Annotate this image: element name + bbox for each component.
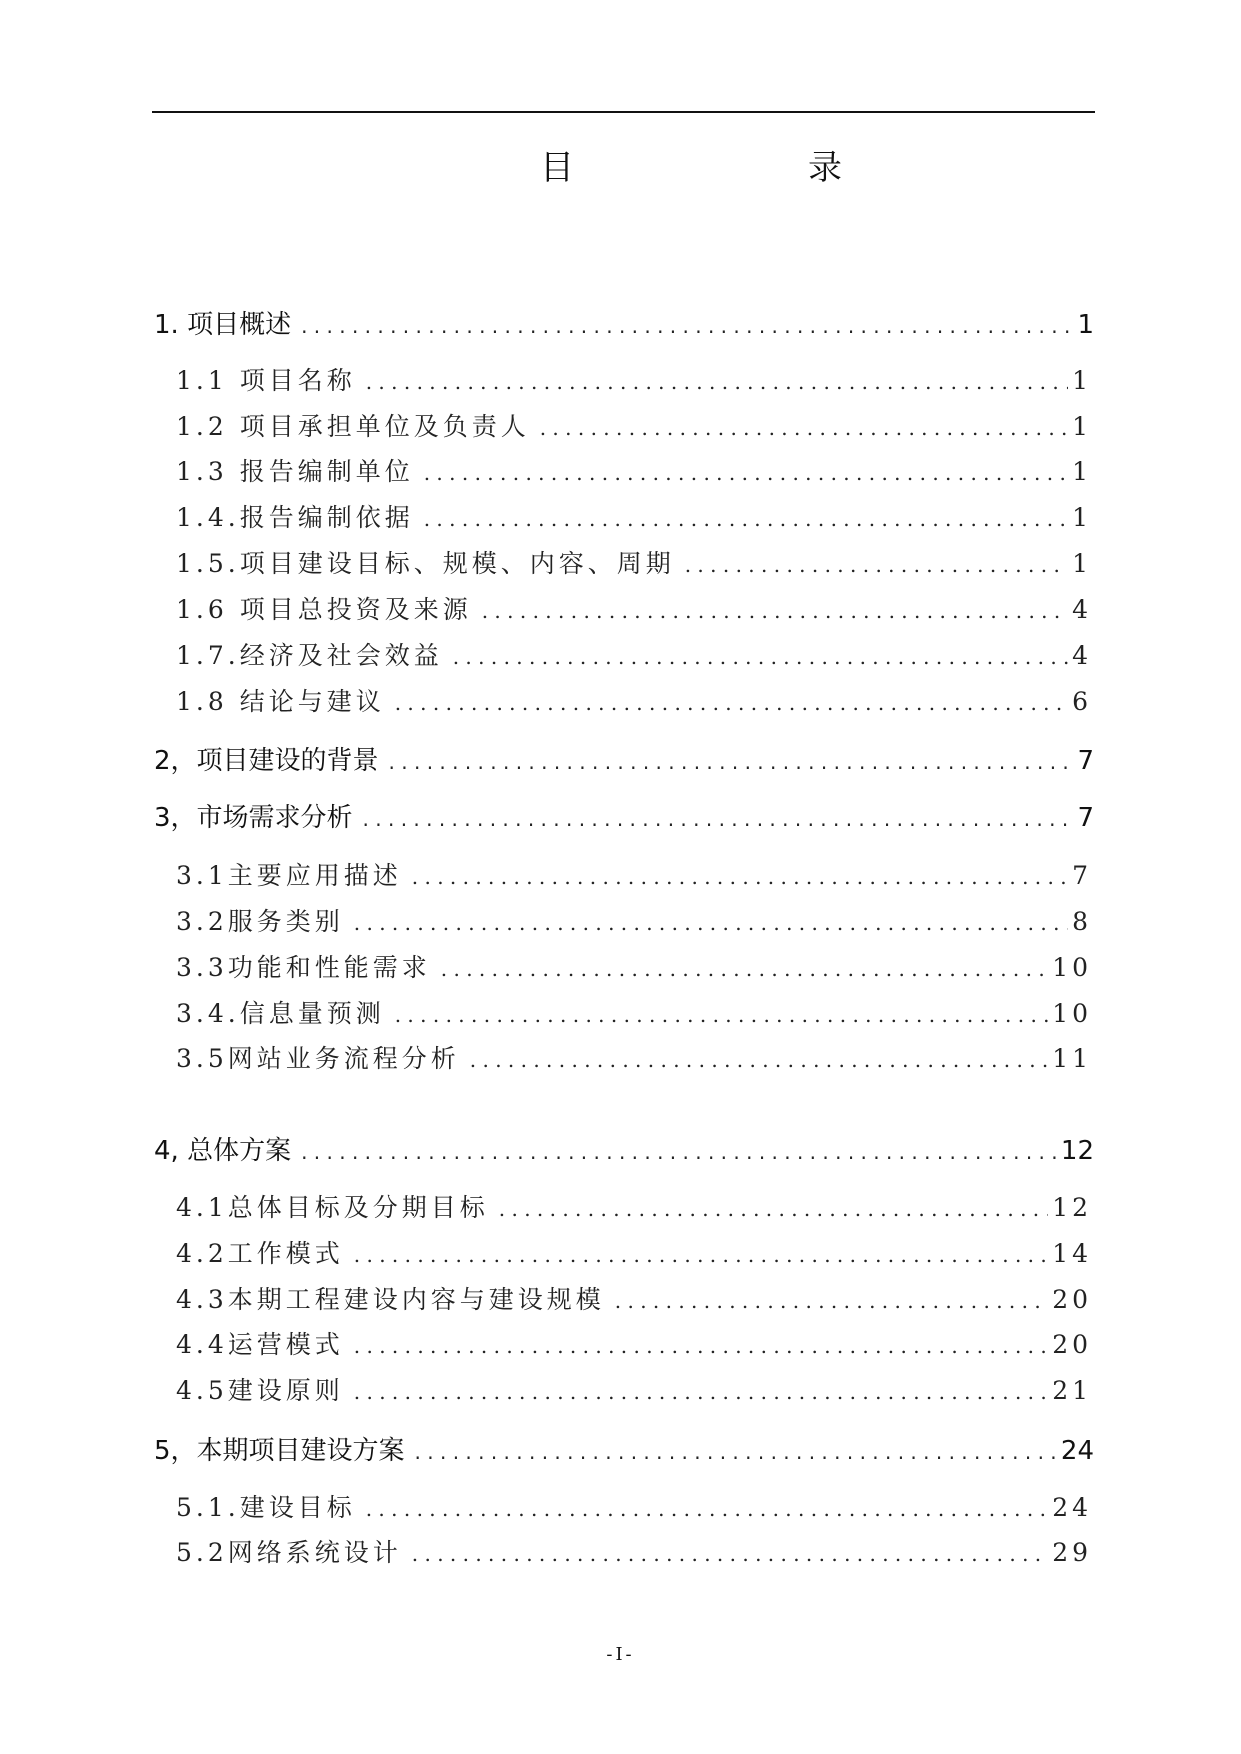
toc-entry-page: 14 (1052, 1239, 1092, 1268)
toc-entry-page: 8 (1072, 907, 1092, 936)
toc-entry[interactable] (176, 498, 1092, 532)
toc-entry[interactable] (176, 1280, 1092, 1314)
toc-entry[interactable] (176, 407, 1092, 441)
toc-entry[interactable] (176, 636, 1092, 670)
toc-entry[interactable] (176, 361, 1092, 395)
toc-entry-page: 21 (1052, 1376, 1092, 1405)
header-rule (152, 111, 1095, 113)
toc-entry-page: 12 (1052, 1193, 1092, 1222)
toc-entry[interactable] (176, 1488, 1092, 1522)
toc-leader-dots (482, 599, 1068, 623)
toc-leader-dots (395, 691, 1068, 715)
toc-entry[interactable] (176, 902, 1092, 936)
toc-entry-page: 12 (1060, 1136, 1094, 1166)
toc-entry-label: 1.7.经济及社会效益 (176, 641, 443, 670)
toc-entry-page: 10 (1052, 999, 1092, 1028)
toc-entry-label: 4.4运营模式 (176, 1330, 344, 1359)
page-title: 目 录 (540, 148, 942, 188)
toc-leader-dots (441, 957, 1048, 981)
toc-entry-label: 3，市场需求分析 (154, 803, 353, 833)
toc-entry-page: 6 (1072, 687, 1092, 716)
toc-entry-page: 7 (1072, 861, 1092, 890)
toc-entry[interactable] (176, 1039, 1092, 1073)
toc-entry[interactable] (176, 1234, 1092, 1268)
toc-leader-dots (540, 416, 1068, 440)
toc-entry[interactable] (154, 740, 1094, 774)
toc-entry-label: 4.3本期工程建设内容与建设规模 (176, 1285, 605, 1314)
toc-entry[interactable] (176, 994, 1092, 1028)
toc-entry-label: 3.5网站业务流程分析 (176, 1044, 460, 1073)
toc-leader-dots (366, 1497, 1048, 1521)
toc-entry-page: 4 (1072, 641, 1092, 670)
toc-leader-dots (395, 1003, 1048, 1027)
toc-entry-page: 29 (1052, 1538, 1092, 1567)
toc-leader-dots (389, 750, 1074, 774)
toc-entry-page: 24 (1060, 1436, 1094, 1466)
toc-entry-page: 1 (1077, 310, 1094, 340)
toc-entry-page: 1 (1072, 366, 1092, 395)
toc-entry-label: 3.4.信息量预测 (176, 999, 385, 1028)
toc-entry-label: 3.1主要应用描述 (176, 861, 402, 890)
toc-entry[interactable] (176, 948, 1092, 982)
toc-entry-label: 1.3 报告编制单位 (176, 457, 414, 486)
toc-entry-page: 24 (1052, 1493, 1092, 1522)
toc-leader-dots (366, 370, 1068, 394)
toc-leader-dots (354, 1380, 1048, 1404)
toc-entry-label: 5.2网络系统设计 (176, 1538, 402, 1567)
toc-leader-dots (470, 1048, 1048, 1072)
toc-leader-dots (363, 807, 1074, 831)
toc-entry-label: 4, 总体方案 (154, 1136, 292, 1166)
toc-leader-dots (354, 911, 1068, 935)
toc-entry-page: 1 (1072, 549, 1092, 578)
toc-entry[interactable] (176, 856, 1092, 890)
toc-entry[interactable] (154, 1130, 1094, 1164)
toc-entry-label: 4.5建设原则 (176, 1376, 344, 1405)
toc-entry-label: 1.1 项目名称 (176, 366, 356, 395)
toc-entry-label: 1.4.报告编制依据 (176, 503, 414, 532)
toc-entry-page: 7 (1077, 746, 1094, 776)
toc-leader-dots (354, 1243, 1048, 1267)
toc-leader-dots (615, 1289, 1048, 1313)
toc-entry[interactable] (176, 1325, 1092, 1359)
toc-leader-dots (301, 1140, 1057, 1164)
toc-leader-dots (499, 1197, 1048, 1221)
toc-entry-label: 1. 项目概述 (154, 310, 292, 340)
toc-entry-page: 7 (1077, 803, 1094, 833)
toc-entry-label: 1.5.项目建设目标、规模、内容、周期 (176, 549, 675, 578)
toc-entry-page: 4 (1072, 595, 1092, 624)
toc-leader-dots (354, 1334, 1048, 1358)
toc-entry[interactable] (154, 1430, 1094, 1464)
toc-entry-page: 1 (1072, 503, 1092, 532)
toc-entry-label: 1.6 项目总投资及来源 (176, 595, 472, 624)
page-number-footer: -I- (606, 1644, 635, 1665)
toc-entry[interactable] (176, 1188, 1092, 1222)
toc-entry[interactable] (176, 590, 1092, 624)
toc-entry[interactable] (176, 544, 1092, 578)
toc-entry[interactable] (176, 1533, 1092, 1567)
toc-leader-dots (453, 645, 1068, 669)
toc-entry-label: 2，项目建设的背景 (154, 746, 379, 776)
toc-leader-dots (412, 1542, 1048, 1566)
toc-entry-page: 10 (1052, 953, 1092, 982)
toc-entry-page: 1 (1072, 457, 1092, 486)
toc-entry-label: 4.2工作模式 (176, 1239, 344, 1268)
toc-leader-dots (424, 461, 1068, 485)
toc-entry-label: 5.1.建设目标 (176, 1493, 356, 1522)
toc-entry-page: 11 (1052, 1044, 1092, 1073)
toc-entry-label: 4.1总体目标及分期目标 (176, 1193, 489, 1222)
toc-leader-dots (415, 1440, 1057, 1464)
toc-entry-label: 1.2 项目承担单位及负责人 (176, 412, 530, 441)
toc-entry[interactable] (176, 682, 1092, 716)
toc-entry[interactable] (176, 452, 1092, 486)
toc-leader-dots (301, 314, 1073, 338)
toc-entry-page: 20 (1052, 1330, 1092, 1359)
toc-entry[interactable] (154, 797, 1094, 831)
toc-leader-dots (412, 865, 1068, 889)
toc-entry-label: 1.8 结论与建议 (176, 687, 385, 716)
toc-entry-page: 1 (1072, 412, 1092, 441)
toc-leader-dots (685, 553, 1068, 577)
toc-entry-label: 3.2服务类别 (176, 907, 344, 936)
toc-entry[interactable] (154, 304, 1094, 338)
toc-entry-label: 5，本期项目建设方案 (154, 1436, 405, 1466)
toc-entry-page: 20 (1052, 1285, 1092, 1314)
toc-entry-label: 3.3功能和性能需求 (176, 953, 431, 982)
toc-leader-dots (424, 507, 1068, 531)
toc-entry[interactable] (176, 1371, 1092, 1405)
